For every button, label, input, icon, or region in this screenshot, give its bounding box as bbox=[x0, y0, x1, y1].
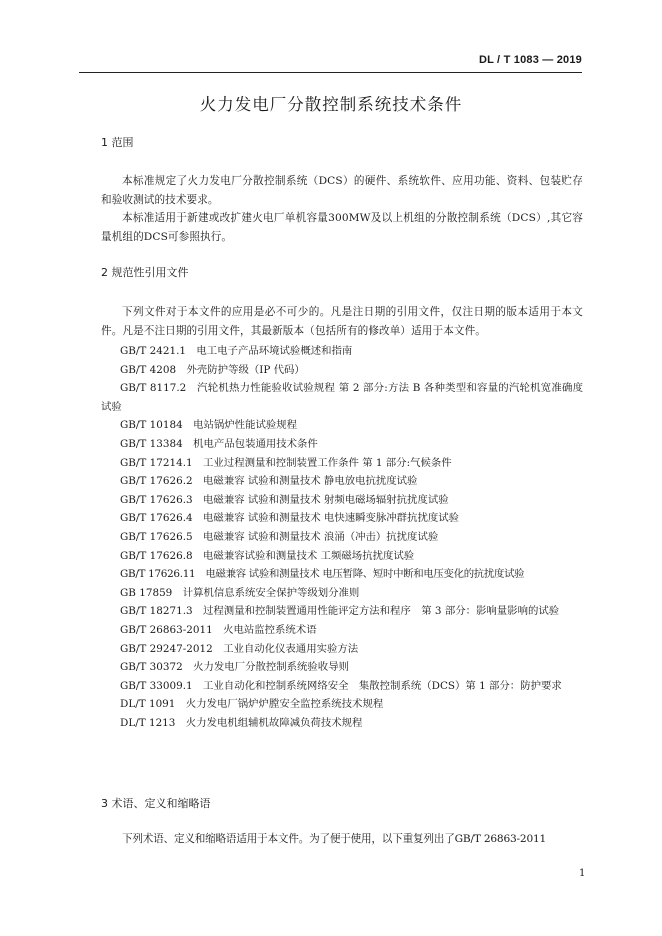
standard-code: DL / T 1083 — 2019 bbox=[478, 54, 582, 66]
section-1-paragraph-2: 本标准适用于新建或改扩建火电厂单机容量300MW及以上机组的分散控制系统（DCS）,其它容量机组的DCS可参照执行。 bbox=[101, 212, 583, 243]
reference-item: GB/T 17214.1 工业过程测量和控制装置工作条件 第 1 部分:气候条件 bbox=[120, 456, 452, 469]
reference-item: GB/T 13384 机电产品包装通用技术条件 bbox=[120, 437, 318, 450]
reference-item: GB/T 26863-2011 火电站监控系统术语 bbox=[120, 623, 317, 636]
reference-item: GB/T 17626.3 电磁兼容 试验和测量技术 射频电磁场辐射抗扰度试验 bbox=[120, 493, 449, 506]
header-rule bbox=[79, 72, 582, 73]
reference-item: GB/T 2421.1 电工电子产品环境试验概述和指南 bbox=[120, 345, 353, 357]
page-number: 1 bbox=[579, 868, 586, 879]
reference-item: DL/T 1091 火力发电厂锅炉炉膛安全监控系统技术规程 bbox=[120, 698, 384, 711]
document-title: 火力发电厂分散控制系统技术条件 bbox=[199, 95, 463, 114]
reference-item: GB/T 10184 电站锅炉性能试验规程 bbox=[120, 419, 298, 432]
reference-item: GB/T 8117.2 汽轮机热力性能验收试验规程 第 2 部分:方法 B 各种类型和容量的汽轮机宽准确度试验 bbox=[101, 382, 583, 413]
section-2-heading: 2 规范性引用文件 bbox=[101, 266, 189, 279]
reference-item: GB/T 4208 外壳防护等级（IP 代码） bbox=[120, 363, 305, 376]
reference-item: GB/T 33009.1 工业自动化和控制系统网络安全 集散控制系统（DCS）第 1 部分：防护要求 bbox=[120, 679, 562, 692]
section-3-intro: 下列术语、定义和缩略语适用于本文件。为了便于使用，以下重复列出了GB/T 26863-2011 bbox=[122, 833, 547, 845]
section-1-heading: 1 范围 bbox=[101, 136, 134, 149]
reference-item: GB/T 17626.2 电磁兼容 试验和测量技术 静电放电抗扰度试验 bbox=[120, 475, 418, 488]
reference-item: GB/T 29247-2012 工业自动化仪表通用实验方法 bbox=[120, 642, 359, 655]
reference-item: GB/T 18271.3 过程测量和控制装置通用性能评定方法和程序 第 3 部分：影响量影响的试验 bbox=[120, 605, 560, 618]
reference-item: GB 17859 计算机信息系统安全保护等级划分准则 bbox=[120, 586, 360, 599]
reference-item: GB/T 17626.8 电磁兼容试验和测量技术 工频磁场抗扰度试验 bbox=[120, 549, 415, 562]
section-2-intro: 下列文件对于本文件的应用是必不可少的。凡是注日期的引用文件，仅注日期的版本适用于本文件。凡是不注日期的引用文件，其最新版本（包括所有的修改单）适用于本文件。 bbox=[101, 306, 583, 337]
reference-item: GB/T 17626.4 电磁兼容 试验和测量技术 电快速瞬变脉冲群抗扰度试验 bbox=[120, 512, 460, 525]
section-1-paragraph-1: 本标准规定了火力发电厂分散控制系统（DCS）的硬件、系统软件、应用功能、资料、包装贮存和验收测试的技术要求。 bbox=[101, 175, 583, 206]
reference-item: GB/T 17626.11 电磁兼容 试验和测量技术 电压暂降、短时中断和电压变化的抗扰度试验 bbox=[120, 568, 525, 581]
section-3-heading: 3 术语、定义和缩略语 bbox=[101, 797, 211, 810]
reference-item: GB/T 17626.5 电磁兼容 试验和测量技术 浪涌（冲击）抗扰度试验 bbox=[120, 530, 439, 543]
normative-reference-list bbox=[101, 342, 583, 732]
reference-item: DL/T 1213 火力发电机组辅机故障减负荷技术规程 bbox=[120, 716, 363, 729]
reference-item: GB/T 30372 火力发电厂分散控制系统验收导则 bbox=[120, 661, 349, 674]
